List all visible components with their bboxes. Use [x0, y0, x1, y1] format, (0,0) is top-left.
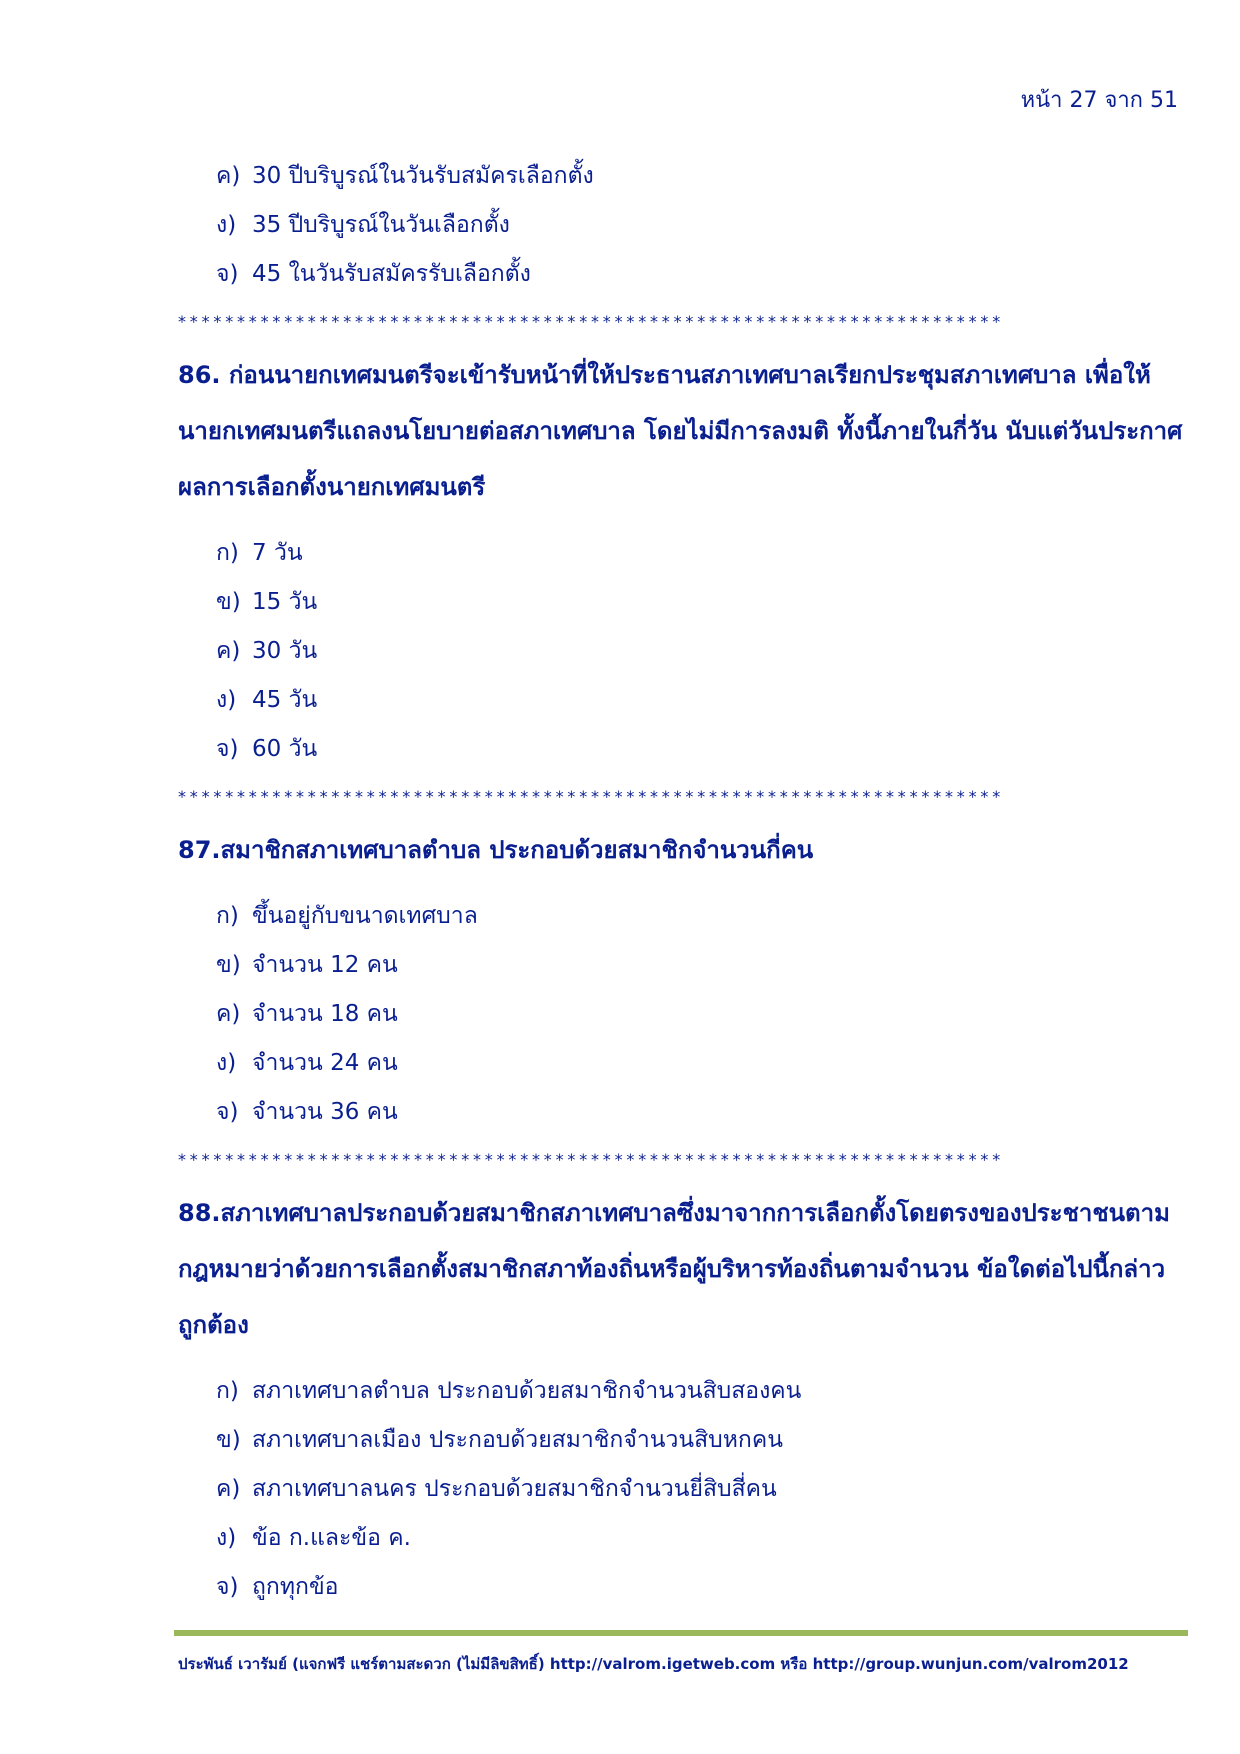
choice-item	[216, 250, 1188, 299]
choice-item	[216, 676, 1188, 725]
choice-item	[216, 578, 1188, 627]
star-separator: **********************************************************************	[178, 787, 1004, 806]
choice-text: ถูกทุกข้อ	[252, 1574, 339, 1600]
question-86: 86. ก่อนนายกเทศมนตรีจะเข้ารับหน้าที่ให้ประธานสภาเทศบาลเรียกประชุมสภาเทศบาล เพื่อให้นายกเทศมนตรีแถลงนโยบายต่อสภาเทศบาล โดยไม่มีการลงมติ ทั้งนี้ภายในกี่วัน นับแต่วันประกาศผลการเลือกตั้งนายกเทศมนตรี	[178, 361, 1183, 501]
choice-item	[216, 1039, 1188, 1088]
choice-item	[216, 1514, 1188, 1563]
choice-text: 45 วัน	[252, 687, 318, 713]
footer-divider	[174, 1630, 1188, 1636]
choice-letter: จ)	[216, 736, 239, 762]
choice-text: สภาเทศบาลตำบล ประกอบด้วยสมาชิกจำนวนสิบสองคน	[252, 1378, 802, 1404]
choice-letter: ก)	[216, 903, 239, 929]
choice-item	[216, 1563, 1188, 1612]
star-separator: **********************************************************************	[178, 312, 1004, 331]
choice-letter: ข)	[216, 1427, 241, 1453]
choice-text: จำนวน 24 คน	[252, 1050, 398, 1076]
footer-credit: ประพันธ์ เวารัมย์ (แจกฟรี แชร์ตามสะดวก (ไม่มีลิขสิทธิ์) http://valrom.igetweb.com หรือ http://group.wunjun.com/valrom2012	[178, 1655, 1129, 1673]
choice-letter: ง)	[216, 1050, 237, 1076]
document-body	[178, 152, 1188, 1612]
question-87: 87.สมาชิกสภาเทศบาลตำบล ประกอบด้วยสมาชิกจำนวนกี่คน	[178, 836, 814, 864]
choice-text: 35 ปีบริบูรณ์ในวันเลือกตั้ง	[252, 212, 510, 238]
choice-item	[216, 1465, 1188, 1514]
choice-letter: ค)	[216, 1476, 241, 1502]
q86-choices	[178, 529, 1188, 774]
question-88: 88.สภาเทศบาลประกอบด้วยสมาชิกสภาเทศบาลซึ่งมาจากการเลือกตั้งโดยตรงของประชาชนตามกฎหมายว่าด้วยการเลือกตั้งสมาชิกสภาท้องถิ่นหรือผู้บริหารท้องถิ่นตามจำนวน ข้อใดต่อไปนี้กล่าวถูกต้อง	[178, 1199, 1170, 1339]
choice-item	[216, 941, 1188, 990]
choice-item	[216, 990, 1188, 1039]
choice-item	[216, 1088, 1188, 1137]
choice-item	[216, 892, 1188, 941]
choice-text: สภาเทศบาลเมือง ประกอบด้วยสมาชิกจำนวนสิบหกคน	[252, 1427, 783, 1453]
choice-text: 60 วัน	[252, 736, 318, 762]
choice-letter: ก)	[216, 1378, 239, 1404]
choice-text: 45 ในวันรับสมัครรับเลือกตั้ง	[252, 261, 531, 287]
choice-text: 15 วัน	[252, 589, 318, 615]
q87-choices	[178, 892, 1188, 1137]
choice-item	[216, 725, 1188, 774]
choice-item	[216, 201, 1188, 250]
choice-letter: ค)	[216, 1001, 241, 1027]
choice-letter: จ)	[216, 261, 239, 287]
choice-text: สภาเทศบาลนคร ประกอบด้วยสมาชิกจำนวนยี่สิบสี่คน	[252, 1476, 777, 1502]
choice-letter: ค)	[216, 163, 241, 189]
choice-letter: ก)	[216, 540, 239, 566]
choice-letter: จ)	[216, 1574, 239, 1600]
choice-letter: ง)	[216, 687, 237, 713]
choice-text: 30 วัน	[252, 638, 318, 664]
choice-item	[216, 1367, 1188, 1416]
choice-item	[216, 1416, 1188, 1465]
choice-text: จำนวน 18 คน	[252, 1001, 398, 1027]
star-separator: **********************************************************************	[178, 1150, 1004, 1169]
choice-letter: จ)	[216, 1099, 239, 1125]
choice-text: ขึ้นอยู่กับขนาดเทศบาล	[252, 903, 478, 929]
page-number: หน้า 27 จาก 51	[1020, 88, 1178, 113]
choice-text: จำนวน 36 คน	[252, 1099, 398, 1125]
choice-text: จำนวน 12 คน	[252, 952, 398, 978]
choice-item	[216, 529, 1188, 578]
q88-choices	[178, 1367, 1188, 1612]
choice-item	[216, 627, 1188, 676]
choice-item	[216, 152, 1188, 201]
choice-text: ข้อ ก.และข้อ ค.	[252, 1525, 411, 1551]
choice-letter: ข)	[216, 952, 241, 978]
choice-letter: ง)	[216, 212, 237, 238]
q85-choices	[178, 152, 1188, 299]
choice-text: 7 วัน	[252, 540, 303, 566]
choice-letter: ค)	[216, 638, 241, 664]
choice-text: 30 ปีบริบูรณ์ในวันรับสมัครเลือกตั้ง	[252, 163, 594, 189]
choice-letter: ข)	[216, 589, 241, 615]
choice-letter: ง)	[216, 1525, 237, 1551]
